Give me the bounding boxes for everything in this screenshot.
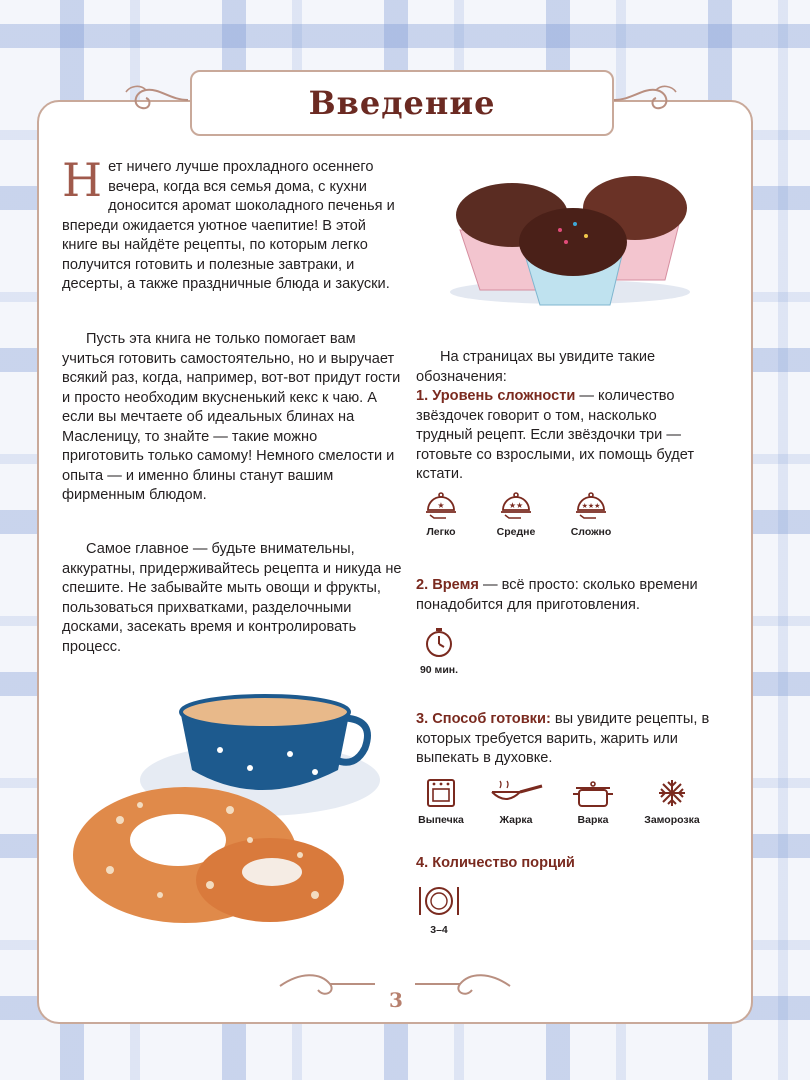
legend-intro-text: На страницах вы увидите такие обозначения: bbox=[416, 349, 656, 385]
frying-pan-icon bbox=[488, 778, 544, 808]
difficulty-hard-label: Сложно bbox=[570, 526, 612, 538]
time-example-label: 90 мин. bbox=[419, 664, 459, 676]
method-frying bbox=[478, 778, 554, 826]
drop-cap: Н bbox=[62, 153, 103, 207]
page-title: Введение bbox=[308, 84, 496, 122]
difficulty-easy bbox=[406, 488, 476, 538]
method-icons bbox=[404, 778, 712, 826]
intro-paragraph-2 bbox=[62, 330, 402, 506]
cloche-one-star-icon bbox=[424, 488, 458, 520]
legend-method bbox=[416, 710, 716, 769]
servings-example bbox=[414, 884, 464, 936]
time-example bbox=[414, 626, 464, 676]
difficulty-medium-label: Средне bbox=[496, 526, 536, 538]
title-left-ornament bbox=[120, 80, 190, 120]
method-baking bbox=[404, 778, 478, 826]
method-text: вы увидите рецепты, в которых требуется варить, жарить или выпекать в духовке. bbox=[416, 711, 710, 766]
method-freezing-label: Заморозка bbox=[644, 814, 700, 826]
difficulty-easy-label: Легко bbox=[426, 526, 456, 538]
method-freezing bbox=[632, 778, 712, 826]
method-boiling-label: Варка bbox=[577, 814, 609, 826]
cloche-three-stars-icon bbox=[574, 488, 608, 520]
plate-cutlery-icon bbox=[416, 884, 462, 918]
oven-icon bbox=[425, 778, 457, 808]
time-text: — всё просто: сколько времени понадобится для приготовления. bbox=[416, 577, 698, 613]
svg-text:★: ★ bbox=[437, 501, 445, 510]
method-boiling bbox=[554, 778, 632, 826]
page-number: 3 bbox=[389, 988, 403, 1012]
method-label: 3. Способ готовки: bbox=[416, 711, 551, 727]
time-icons bbox=[414, 626, 464, 676]
legend-servings bbox=[416, 854, 716, 874]
method-baking-label: Выпечка bbox=[418, 814, 464, 826]
snowflake-icon bbox=[657, 778, 687, 808]
servings-label: 4. Количество порций bbox=[416, 855, 575, 871]
servings-example-label: 3–4 bbox=[430, 924, 448, 936]
intro-text-3: Самое главное — будьте внимательны, аккуратны, придерживайтесь рецепта и никуда не спешите. Не забывайте мыть овощи и фрукты, пользоваться прихватками, разделочными досками, засекать время и контролировать процесс. bbox=[62, 541, 402, 655]
time-label: 2. Время bbox=[416, 577, 479, 593]
tea-and-pastry-illustration bbox=[60, 680, 390, 950]
legend-difficulty bbox=[416, 387, 716, 485]
difficulty-label: 1. Уровень сложности bbox=[416, 388, 576, 404]
difficulty-icons bbox=[406, 488, 626, 538]
legend-time bbox=[416, 576, 716, 615]
difficulty-medium bbox=[476, 488, 556, 538]
intro-text-2: Пусть эта книга не только помогает вам учиться готовить самостоятельно, но и выручает всякий раз, когда, например, вот-вот придут гости и просто необходим вкусненький кекс к чаю. А если вы мечтаете об идеальных блинах на Масленицу, то знайте — такие можно приготовить только самому! Немного смелости и опыта — и именно блины станут вашим фирменным блюдом. bbox=[62, 331, 401, 503]
intro-paragraph-3 bbox=[62, 540, 402, 657]
pot-icon bbox=[571, 778, 615, 808]
difficulty-hard bbox=[556, 488, 626, 538]
legend-intro bbox=[416, 348, 716, 387]
muffins-illustration bbox=[440, 160, 700, 310]
method-frying-label: Жарка bbox=[499, 814, 533, 826]
servings-icons bbox=[414, 884, 464, 936]
title-right-ornament bbox=[612, 80, 682, 120]
stopwatch-icon bbox=[423, 626, 455, 658]
svg-text:★★: ★★ bbox=[508, 501, 524, 510]
cloche-two-stars-icon bbox=[499, 488, 533, 520]
difficulty-text: — количество звёздочек говорит о том, насколько трудный рецепт. Если звёздочки три — готовьте со взрослыми, их помощь будет кстати. bbox=[416, 388, 695, 482]
intro-paragraph-1 bbox=[62, 153, 402, 295]
title-frame bbox=[190, 70, 614, 136]
intro-text-1: ет ничего лучше прохладного осеннего вечера, когда вся семья дома, с кухни доносится аромат шоколадного печенья и впереди ожидается уютное чаепитие! В этой книге вы найдёте рецепты, по которым легко получится готовить и полезные завтраки, и десерты, а также праздничные блюда и закуски. bbox=[62, 159, 395, 292]
svg-text:★★★: ★★★ bbox=[581, 503, 601, 510]
